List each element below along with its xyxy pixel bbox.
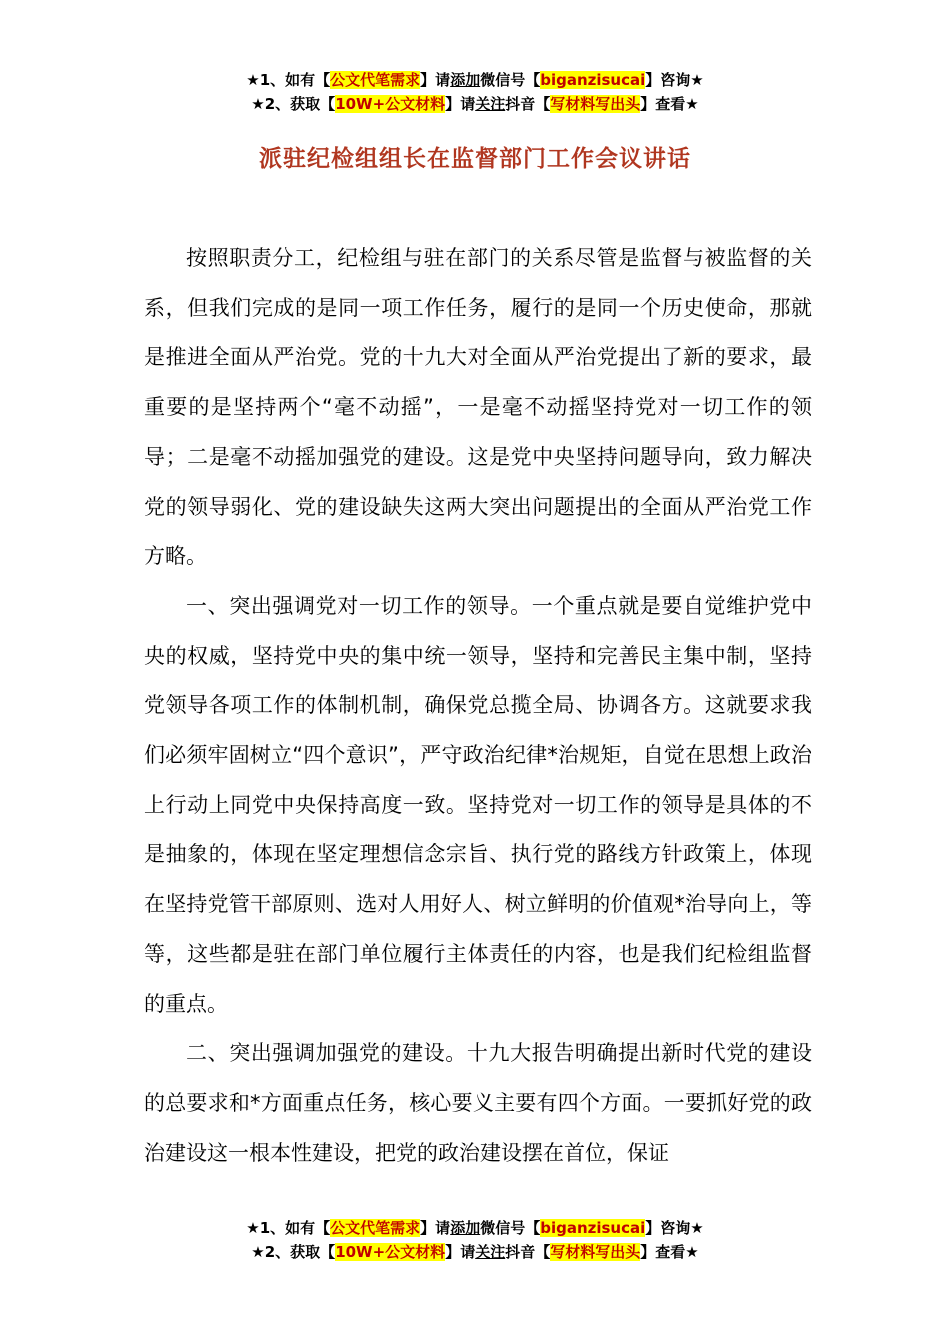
promo-text: ★1、如有【 xyxy=(246,71,331,89)
paragraph-section-2: 二、突出强调加强党的建设。十九大报告明确提出新时代党的建设的总要求和*方面重点任务，核心要义主要有四个方面。一要抓好党的政治建设这一根本性建设，把党的政治建设摆在首位，保证 xyxy=(144,1041,812,1165)
promo-text: 】咨询★ xyxy=(645,71,704,89)
promo-underline: 添加 xyxy=(450,1219,481,1237)
promo-underline: 关注 xyxy=(475,95,506,113)
promo-line-1 xyxy=(0,1216,950,1240)
promo-highlight: 公文代笔需求 xyxy=(330,1219,421,1237)
document-body xyxy=(144,234,812,1178)
promo-banner-top xyxy=(0,68,950,116)
promo-text: 】查看★ xyxy=(640,1243,699,1261)
promo-text: ★2、获取【 xyxy=(251,1243,336,1261)
promo-text: 】请 xyxy=(420,71,451,89)
promo-highlight-douyin: 写材料写出头 xyxy=(550,1243,641,1261)
promo-banner-bottom xyxy=(0,1216,950,1264)
promo-line-1 xyxy=(0,68,950,92)
paragraph-intro: 按照职责分工，纪检组与驻在部门的关系尽管是监督与被监督的关系，但我们完成的是同一项工作任务，履行的是同一个历史使命，那就是推进全面从严治党。党的十九大对全面从严治党提出了新的要求，最重要的是坚持两个“毫不动摇”，一是毫不动摇坚持党对一切工作的领导；二是毫不动摇加强党的建设。这是党中央坚持问题导向，致力解决党的领导弱化、党的建设缺失这两大突出问题提出的全面从严治党工作方略。 xyxy=(144,246,812,569)
paragraph-section-1: 一、突出强调党对一切工作的领导。一个重点就是要自觉维护党中央的权威，坚持党中央的集中统一领导，坚持和完善民主集中制，坚持党领导各项工作的体制机制，确保党总揽全局、协调各方。这就要求我们必须牢固树立“四个意识”，严守政治纪律*治规矩，自觉在思想上政治上行动上同党中央保持高度一致。坚持党对一切工作的领导是具体的不是抽象的，体现在坚定理想信念宗旨、执行党的路线方针政策上，体现在坚持党管干部原则、选对人用好人、树立鲜明的价值观*治导向上，等等，这些都是驻在部门单位履行主体责任的内容，也是我们纪检组监督的重点。 xyxy=(144,593,812,1016)
promo-text: 微信号【 xyxy=(480,71,541,89)
promo-highlight-douyin: 写材料写出头 xyxy=(550,95,641,113)
promo-highlight: 公文代笔需求 xyxy=(330,71,421,89)
promo-text: ★2、获取【 xyxy=(251,95,336,113)
promo-underline: 关注 xyxy=(475,1243,506,1261)
promo-text: 】请 xyxy=(445,95,476,113)
promo-text: 】请 xyxy=(420,1219,451,1237)
promo-highlight: 10W+公文材料 xyxy=(335,95,446,113)
promo-text: 】请 xyxy=(445,1243,476,1261)
promo-text: 抖音【 xyxy=(505,95,551,113)
promo-text: 】查看★ xyxy=(640,95,699,113)
promo-highlight-wechat: biganzisucai xyxy=(540,1219,646,1237)
promo-text: 抖音【 xyxy=(505,1243,551,1261)
promo-text: 微信号【 xyxy=(480,1219,541,1237)
promo-text: 】咨询★ xyxy=(645,1219,704,1237)
promo-line-2 xyxy=(0,1240,950,1264)
document-title: 派驻纪检组组长在监督部门工作会议讲话 xyxy=(259,146,691,172)
promo-text: ★1、如有【 xyxy=(246,1219,331,1237)
promo-highlight-wechat: biganzisucai xyxy=(540,71,646,89)
promo-underline: 添加 xyxy=(450,71,481,89)
promo-line-2 xyxy=(0,92,950,116)
promo-highlight: 10W+公文材料 xyxy=(335,1243,446,1261)
